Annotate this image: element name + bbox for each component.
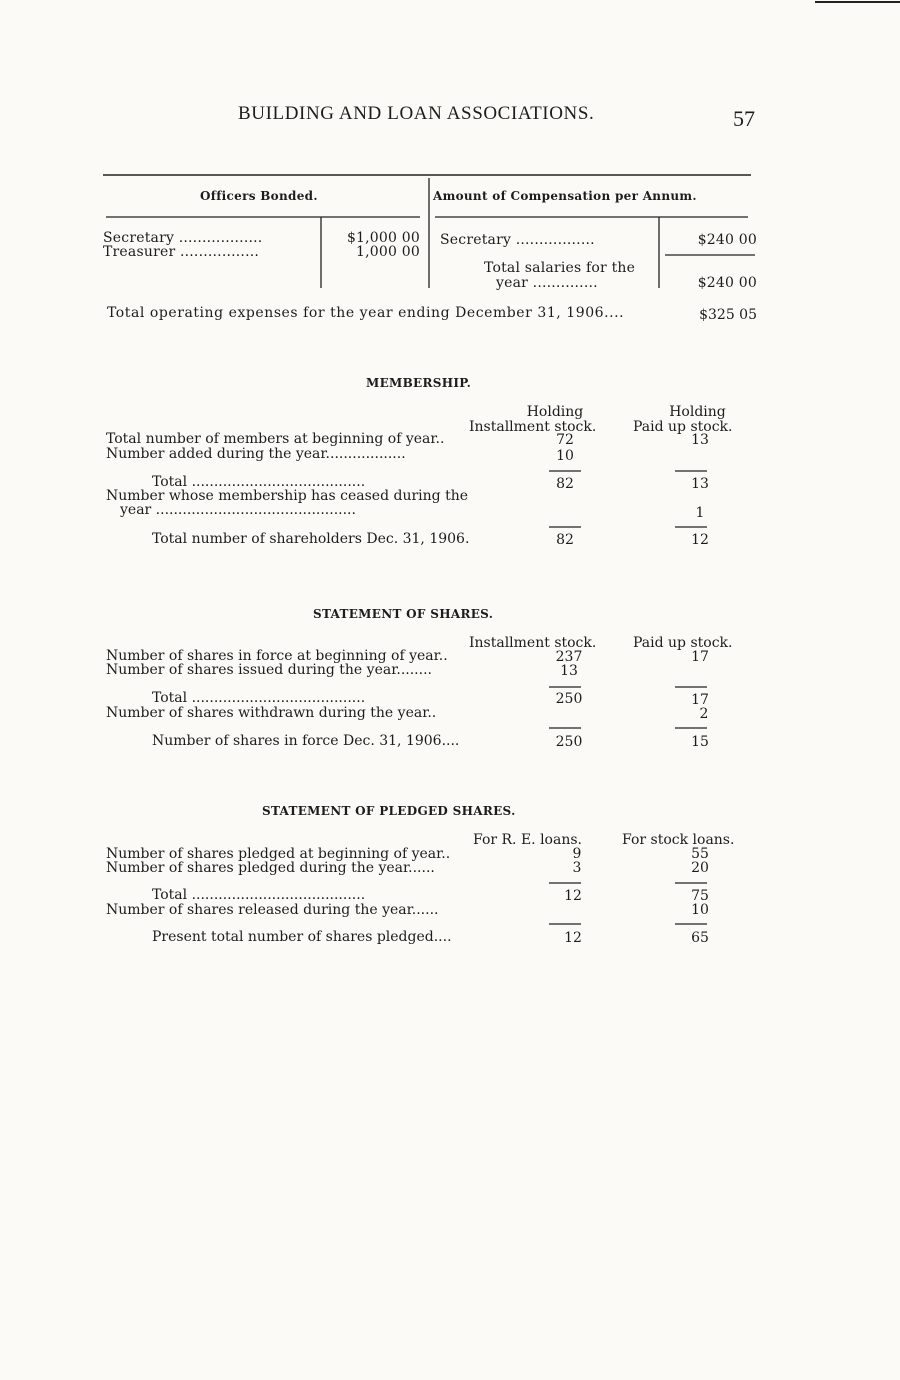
pledged-final-v2: 65 — [691, 930, 709, 946]
pledged-total-v1: 12 — [564, 888, 582, 904]
total-salaries-amount: $240 00 — [697, 275, 757, 291]
shares-col1: Installment stock. — [469, 635, 597, 651]
shares-final-label: Number of shares in force Dec. 31, 1906.... — [152, 733, 460, 749]
pledged-row2-v1: 3 — [572, 860, 582, 876]
membership-row1-v1: 72 — [556, 432, 574, 448]
membership-col1-line1: Holding — [526, 404, 584, 420]
membership-row2-v1: 10 — [556, 448, 574, 464]
membership-final-v2: 12 — [691, 532, 709, 548]
membership-final-label: Total number of shareholders Dec. 31, 1906. — [152, 531, 470, 547]
membership-final-v1: 82 — [556, 532, 574, 548]
membership-ceased-line2: year ............................................. — [120, 502, 356, 518]
membership-row2-label: Number added during the year.................. — [106, 446, 406, 462]
officer-treasurer-amount: 1,000 00 — [356, 244, 420, 260]
membership-col2-line1: Holding — [669, 404, 726, 420]
pledged-total-label: Total ....................................... — [152, 887, 366, 903]
membership-row1-label: Total number of members at beginning of year.. — [106, 431, 445, 447]
officer-treasurer-label: Treasurer ................. — [103, 244, 260, 260]
pledged-col2: For stock loans. — [622, 832, 735, 848]
shares-final-v1: 250 — [555, 734, 583, 750]
shares-row1-label: Number of shares in force at beginning of year.. — [106, 648, 448, 664]
pledged-title: STATEMENT OF PLEDGED SHARES. — [262, 804, 516, 818]
pledged-row1-v2: 55 — [691, 846, 709, 862]
shares-col2: Paid up stock. — [633, 635, 733, 651]
membership-total-label: Total ....................................... — [152, 474, 366, 490]
pledged-row1-v1: 9 — [572, 846, 582, 862]
pledged-final-label: Present total number of shares pledged.... — [152, 929, 452, 945]
membership-col2-line2: Paid up stock. — [633, 419, 733, 435]
pledged-released-v2: 10 — [691, 902, 709, 918]
shares-row2-label: Number of shares issued during the year........ — [106, 662, 432, 678]
pledged-released-label: Number of shares released during the year...... — [106, 902, 439, 918]
shares-withdrawn-label: Number of shares withdrawn during the year.. — [106, 705, 437, 721]
compensation-secretary-amount: $240 00 — [697, 232, 757, 248]
shares-total-v1: 250 — [555, 691, 583, 707]
shares-total-label: Total ....................................... — [152, 690, 366, 706]
membership-total-v2: 13 — [691, 476, 709, 492]
pledged-row1-label: Number of shares pledged at beginning of year.. — [106, 846, 451, 862]
pledged-col1: For R. E. loans. — [473, 832, 582, 848]
total-salaries-line2: year .............. — [496, 275, 598, 291]
operating-expenses-amount: $325 05 — [699, 307, 757, 323]
membership-ceased-v2: 1 — [695, 505, 705, 521]
membership-ceased-line1: Number whose membership has ceased during the — [106, 488, 469, 504]
running-header: BUILDING AND LOAN ASSOCIATIONS. — [238, 103, 595, 124]
pledged-total-v2: 75 — [691, 888, 709, 904]
officer-secretary-amount: $1,000 00 — [346, 230, 420, 246]
page-number: 57 — [733, 106, 755, 131]
membership-col1-line2: Installment stock. — [469, 419, 597, 435]
shares-row1-v2: 17 — [691, 649, 709, 665]
compensation-secretary-label: Secretary ................. — [440, 232, 595, 248]
shares-total-v2: 17 — [691, 692, 709, 708]
operating-expenses-label: Total operating expenses for the year ending December 31, 1906.... — [107, 305, 625, 321]
membership-title: MEMBERSHIP. — [366, 376, 472, 390]
membership-row1-v2: 13 — [691, 432, 709, 448]
officer-secretary-label: Secretary .................. — [103, 230, 263, 246]
pledged-row2-label: Number of shares pledged during the year...... — [106, 860, 435, 876]
shares-title: STATEMENT OF SHARES. — [313, 607, 494, 621]
membership-total-v1: 82 — [556, 476, 574, 492]
total-salaries-line1: Total salaries for the — [484, 260, 636, 276]
shares-row1-v1: 237 — [555, 649, 583, 665]
officers-heading: Officers Bonded. — [200, 189, 318, 203]
pledged-row2-v2: 20 — [691, 860, 709, 876]
shares-withdrawn-v2: 2 — [699, 706, 709, 722]
compensation-heading: Amount of Compensation per Annum. — [433, 189, 697, 203]
shares-row2-v1: 13 — [560, 663, 578, 679]
pledged-final-v1: 12 — [564, 930, 582, 946]
shares-final-v2: 15 — [691, 734, 709, 750]
